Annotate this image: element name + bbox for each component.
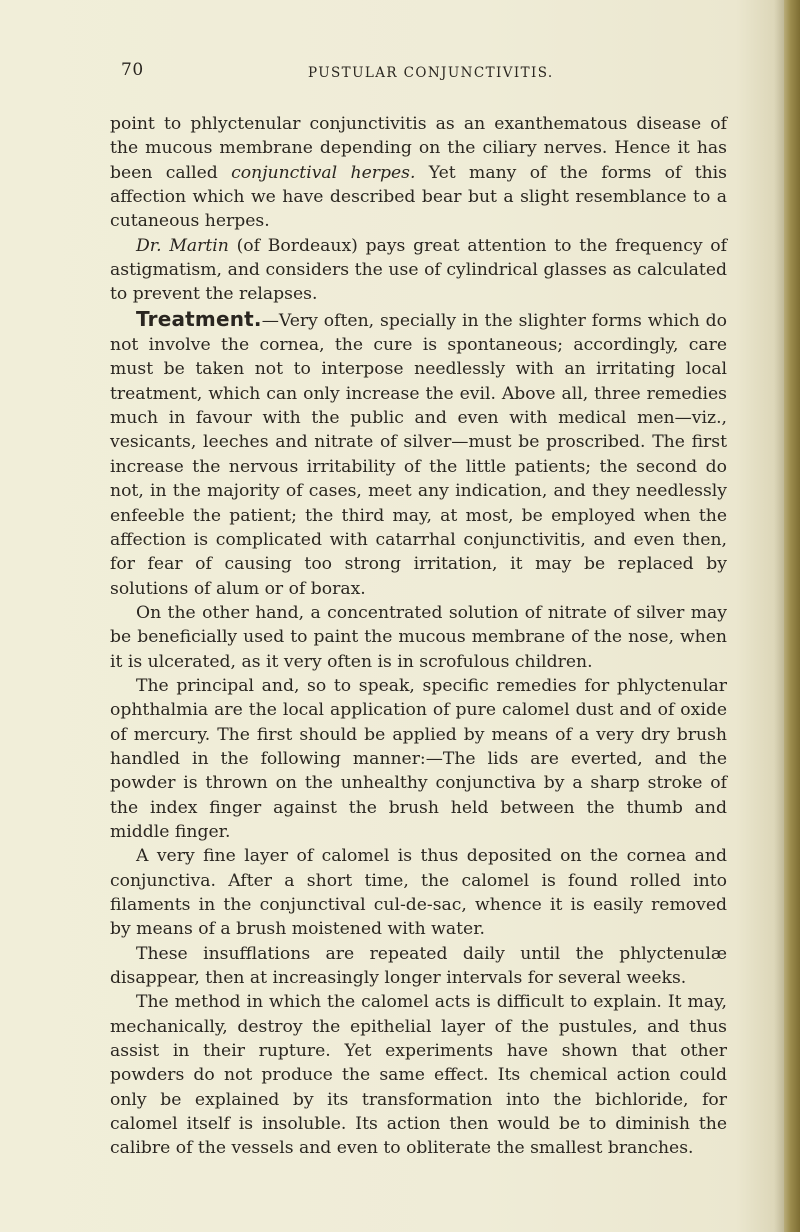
treatment-heading: Treatment.	[136, 306, 262, 331]
page-gutter-shadow	[774, 0, 784, 1232]
paragraph-1-italic: conjunctival herpes.	[231, 162, 416, 183]
body-text	[110, 112, 727, 1161]
paragraph-5: The principal and, so to speak, specific remedies for phlyctenular ophthalmia are the local application of pure calomel dust and of oxide of mercury. The first should be applied by means of a very dry brush handled in the following manner:—The lids are everted, and the powder is thrown on the unhealthy conjunctiva by a sharp stroke of the index finger against the brush held between the thumb and middle finger.	[110, 675, 727, 842]
paragraph-6: A very fine layer of calomel is thus deposited on the cornea and conjunctiva. After a short time, the calomel is found rolled into filaments in the conjunctival cul-de-sac, whence it is easily removed by means of a brush moistened with water.	[110, 846, 727, 940]
paragraph-2-italic: Dr. Martin	[136, 235, 229, 256]
paragraph-2-rest: (of Bordeaux) pays great attention to the frequency of astigmatism, and considers the use of cylindrical glasses as calculated to prevent the relapses.	[110, 235, 728, 305]
paragraph-1-rest: Yet many of the forms of this affection which we have described bear but a slight resemblance to a cutaneous herpes.	[110, 162, 728, 232]
paragraph-3-rest: —Very often, specially in the slighter forms which do not involve the cornea, the cure is spontaneous; accordingly, care must be taken not to interpose needlessly with an irritating local treatment, which can only increase the evil. Above all, three remedies much in favour with the public and even with medical men—viz., vesicants, leeches and nitrate of silver—must be proscribed. The first increase the nervous irritability of the little patients; the second do not, in the majority of cases, meet any indication, and they needlessly enfeeble the patient; the third may, at most, be employed when the affection is complicated with catarrhal conjunctivitis, and even then, for fear of causing too strong irritation, it may be replaced by solutions of alum or of borax.	[110, 310, 727, 599]
running-title: PUSTULAR CONJUNCTIVITIS.	[308, 65, 554, 81]
page-number: 70	[121, 60, 144, 80]
paragraph-7: These insufflations are repeated daily until the phlyctenulæ disappear, then at increasingly longer intervals for several weeks.	[110, 943, 727, 989]
paragraph-1-text: point to phlyctenular conjunctivitis as an exanthematous disease of the mucous membrane depending on the ciliary nerves. Hence it has been called	[110, 114, 727, 183]
paragraph-2	[110, 234, 727, 307]
paragraph-3	[110, 307, 727, 601]
paragraph-4: On the other hand, a concentrated solution of nitrate of silver may be beneficially used to paint the mucous membrane of the nose, when it is ulcerated, as it very often is in scrofulous children.	[110, 602, 727, 672]
paragraph-8: The method in which the calomel acts is difficult to explain. It may, mechanically, destroy the epithelial layer of the pustules, and thus assist in their rupture. Yet experiments have shown that other powders do not produce the same effect. Its chemical action could only be explained by its transformation into the bichloride, for calomel itself is insoluble. Its action then would be to diminish the calibre of the vessels and even to obliterate the smallest branches.	[110, 992, 727, 1159]
page-edge	[784, 0, 800, 1232]
paragraph-1	[110, 112, 727, 234]
